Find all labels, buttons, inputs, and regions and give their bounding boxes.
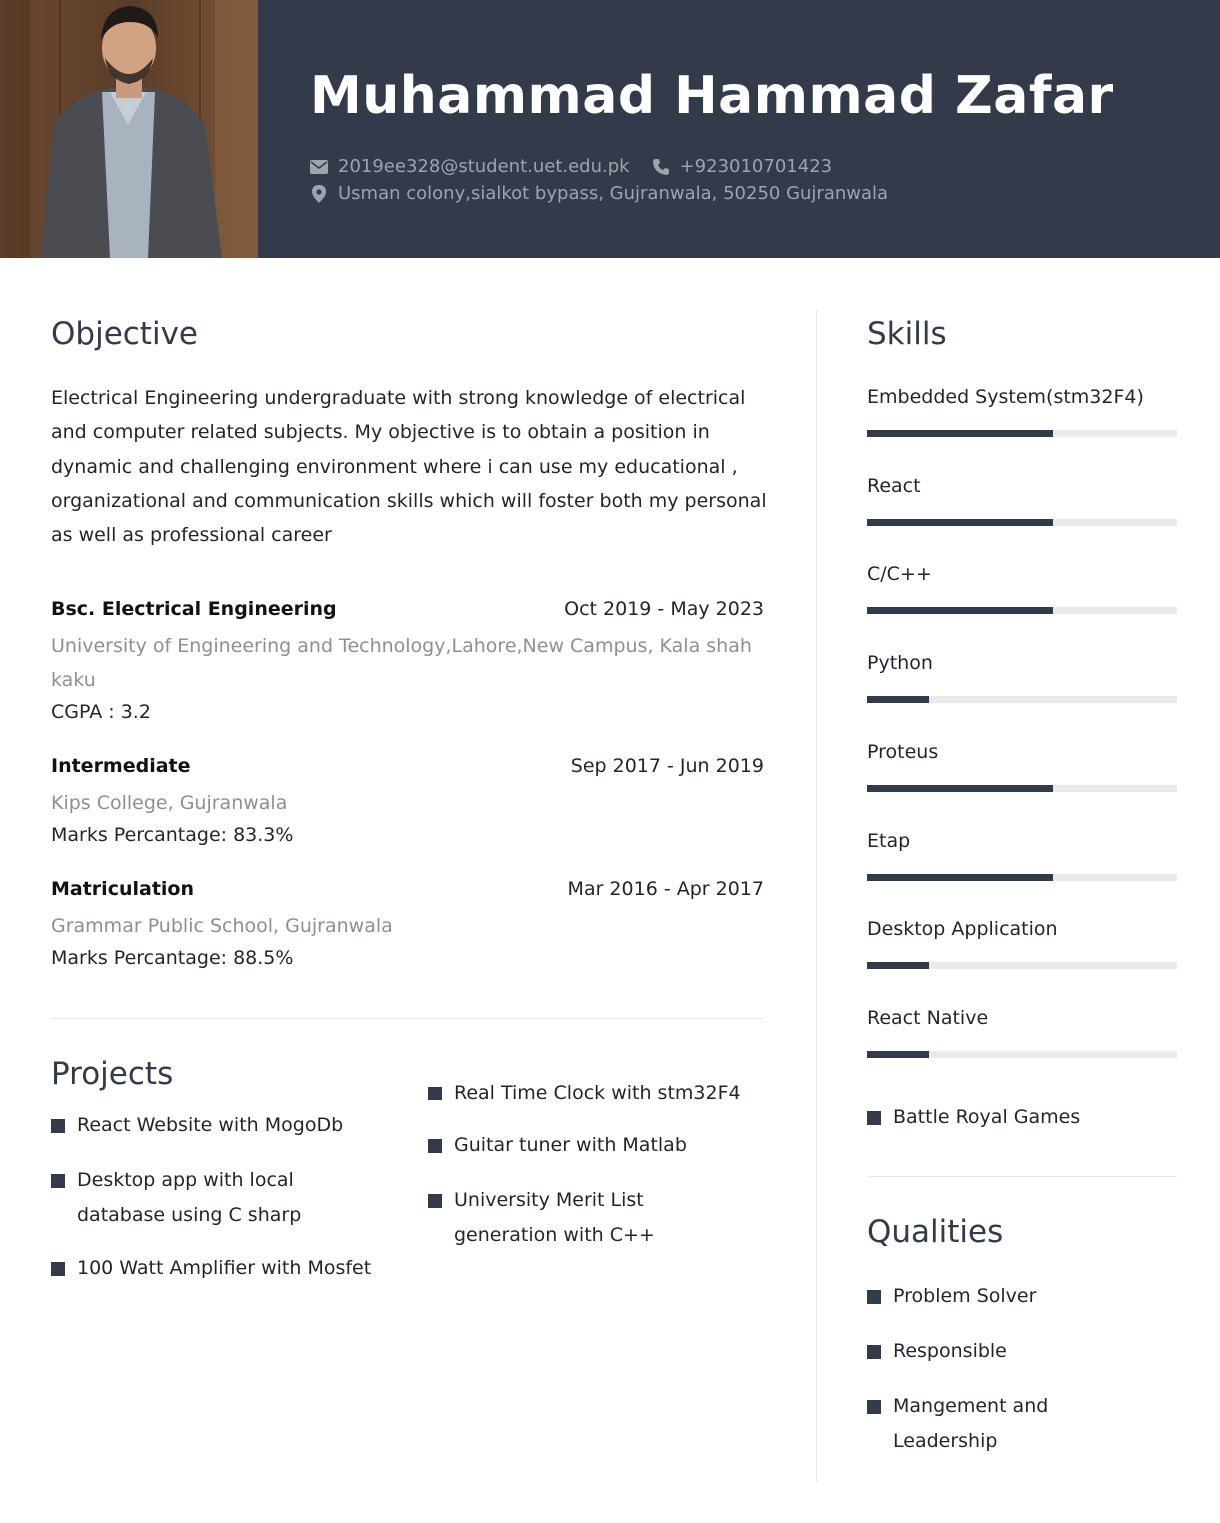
skill-level-bar (867, 607, 1177, 614)
qualities-heading: Qualities (867, 1214, 1004, 1250)
email-text[interactable]: 2019ee328@student.uet.edu.pk (338, 156, 630, 177)
education-school: University of Engineering and Technology,Lahore,New Campus, Kala shah kaku (51, 635, 752, 691)
skill-level-fill (867, 874, 1053, 881)
skill-label: C/C++ (867, 563, 932, 585)
education-dates: Oct 2019 - May 2023 (564, 598, 764, 620)
education-score: Marks Percantage: 83.3% (51, 824, 294, 846)
bullet-square-icon (867, 1111, 881, 1125)
skill-level-bar (867, 962, 1177, 969)
skill-level-fill (867, 785, 1053, 792)
skill-level-bar (867, 785, 1177, 792)
skill-level-fill (867, 962, 929, 969)
location-pin-icon (310, 185, 328, 203)
project-item: University Merit List generation with C++ (428, 1183, 708, 1253)
bullet-square-icon (867, 1400, 881, 1414)
contact-line-2 (310, 183, 888, 204)
skill-level-fill (867, 1051, 929, 1058)
bullet-square-icon (428, 1139, 442, 1153)
skill-level-bar (867, 1051, 1177, 1058)
bullet-square-icon (428, 1194, 442, 1208)
section-divider (51, 1018, 764, 1019)
skill-level-fill (867, 430, 1053, 437)
bullet-square-icon (867, 1345, 881, 1359)
bullet-square-icon (51, 1174, 65, 1188)
bullet-square-icon (867, 1290, 881, 1304)
skill-level-bar (867, 696, 1177, 703)
education-score: Marks Percantage: 88.5% (51, 947, 294, 969)
column-divider (816, 310, 817, 1482)
education-degree: Intermediate (51, 755, 191, 777)
education-degree: Bsc. Electrical Engineering (51, 598, 337, 620)
skills-heading: Skills (867, 316, 947, 352)
education-degree: Matriculation (51, 878, 194, 900)
project-item: Battle Royal Games (867, 1100, 1187, 1135)
skill-level-fill (867, 519, 1053, 526)
education-school: Kips College, Gujranwala (51, 792, 288, 814)
profile-photo (0, 0, 258, 258)
objective-text: Electrical Engineering undergraduate with strong knowledge of electrical and computer related subjects. My objective is to obtain a position in dynamic and challenging environment where i can use my educational , organizational and communication skills which will foster both my personal as well as professional career (51, 387, 767, 547)
phone-text[interactable]: +923010701423 (679, 156, 833, 177)
envelope-icon (310, 158, 328, 176)
skill-label: Desktop Application (867, 918, 1058, 940)
skill-label: React (867, 475, 921, 497)
candidate-name: Muhammad Hammad Zafar (310, 66, 1114, 126)
section-divider (867, 1176, 1177, 1177)
skill-label: React Native (867, 1007, 989, 1029)
skill-label: Etap (867, 830, 911, 852)
education-school: Grammar Public School, Gujranwala (51, 915, 393, 937)
bullet-square-icon (428, 1087, 442, 1100)
phone-icon (652, 158, 670, 176)
education-dates: Sep 2017 - Jun 2019 (570, 755, 764, 777)
skill-label: Embedded System(stm32F4) (867, 386, 1144, 408)
quality-item: Problem Solver (867, 1279, 1177, 1314)
education-score: CGPA : 3.2 (51, 701, 151, 723)
project-item: Desktop app with local database using C sharp (51, 1163, 371, 1233)
project-item-clipped: Real Time Clock with stm32F4 (428, 1072, 788, 1100)
skill-label: Proteus (867, 741, 939, 763)
project-item: Guitar tuner with Matlab (428, 1128, 768, 1163)
skill-level-bar (867, 519, 1177, 526)
skill-level-bar (867, 430, 1177, 437)
bullet-square-icon (51, 1262, 65, 1276)
address-text: Usman colony,sialkot bypass, Gujranwala, 50250 Gujranwala (338, 183, 889, 204)
skill-level-fill (867, 607, 1053, 614)
education-dates: Mar 2016 - Apr 2017 (567, 878, 764, 900)
quality-item: Mangement and Leadership (867, 1389, 1097, 1459)
contact-line-1 (310, 156, 832, 177)
bullet-square-icon (51, 1119, 65, 1133)
skill-label: Python (867, 652, 933, 674)
objective-heading: Objective (51, 316, 198, 352)
profile-photo-image (0, 0, 258, 258)
projects-heading: Projects (51, 1056, 174, 1092)
skill-level-fill (867, 696, 929, 703)
project-item: React Website with MogoDb (51, 1108, 401, 1143)
resume-header (0, 0, 1220, 258)
skill-level-bar (867, 874, 1177, 881)
quality-item: Responsible (867, 1334, 1177, 1369)
project-item: 100 Watt Amplifier with Mosfet (51, 1251, 411, 1286)
